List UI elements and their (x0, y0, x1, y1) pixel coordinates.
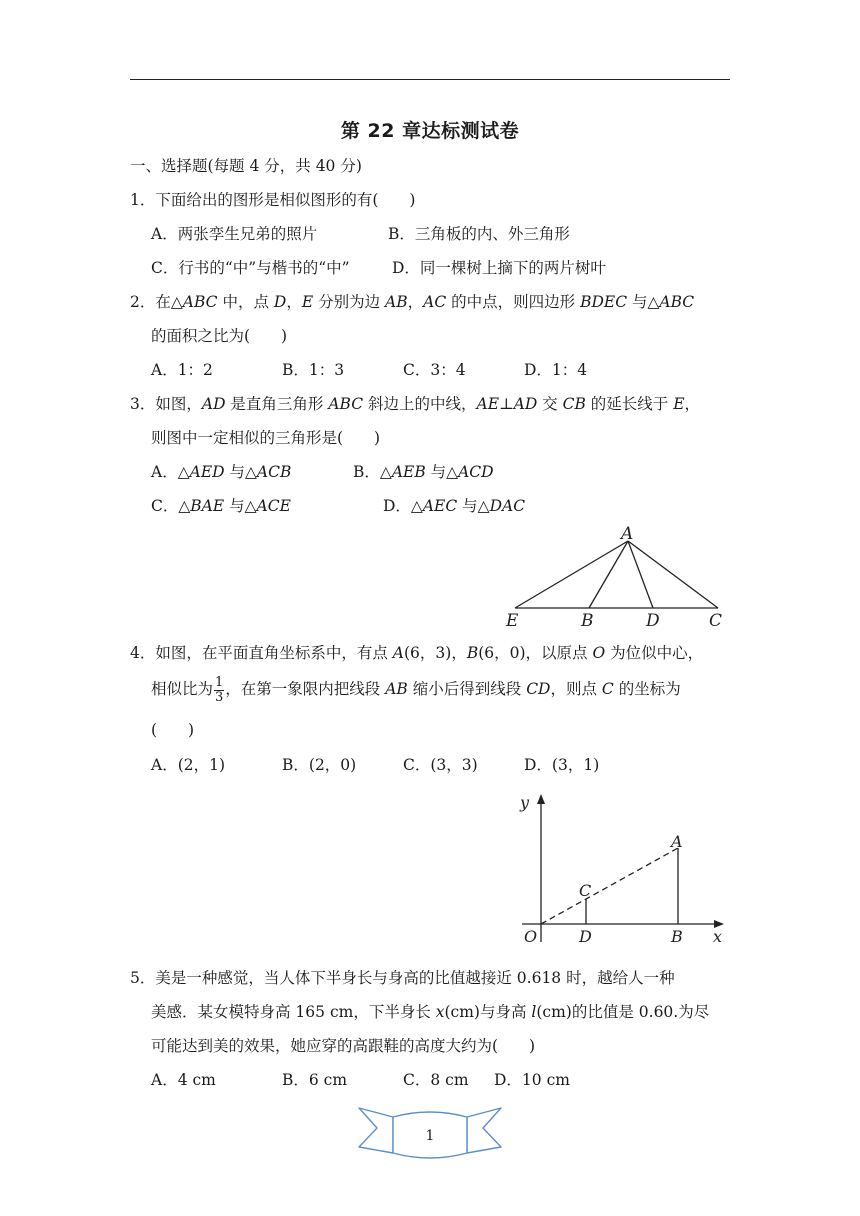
q3-label-a: A (621, 524, 634, 544)
q5-option-c: C．8 cm (403, 1071, 469, 1089)
q3-label-d: D (646, 611, 660, 630)
q1-option-a: A．两张孪生兄弟的照片 (151, 225, 318, 243)
point-a-label: A (671, 832, 683, 851)
q3-option-b: B．△AEB 与△ACD (353, 463, 494, 481)
q4-option-b: B．(2，0) (282, 756, 357, 774)
q2-option-b: B．1：3 (282, 361, 345, 379)
q1-option-d: D．同一棵树上摘下的两片树叶 (392, 259, 606, 277)
q5-stem-line2: 美感．某女模特身高 165 cm，下半身长 x(cm)与身高 l(cm)的比值是 0.60.为尽 (151, 1003, 710, 1021)
q4-option-a: A．(2，1) (151, 756, 226, 774)
q5-option-b: B．6 cm (282, 1071, 348, 1089)
point-b-label: B (671, 927, 683, 946)
q3-triangle-figure (500, 522, 736, 630)
axis-label-y: y (520, 793, 530, 812)
page-number: 1 (425, 1128, 435, 1144)
q1-option-b: B．三角板的内、外三角形 (388, 225, 570, 243)
q2-stem-line1: 2．在△ABC 中，点 D，E 分别为边 AB，AC 的中点，则四边形 BDEC 与△ABC (130, 293, 695, 311)
page-title: 第 22 章达标测试卷 (340, 120, 520, 142)
axis-label-x: x (713, 927, 723, 946)
q4-option-c: C．(3，3) (403, 756, 478, 774)
q1-stem: 1．下面给出的图形是相似图形的有( ) (130, 191, 416, 209)
q4-coordinate-figure (510, 790, 735, 950)
q3-option-a: A．△AED 与△ACB (151, 463, 292, 481)
origin-label: O (524, 927, 538, 946)
q4-stem-line3: ( ) (151, 721, 195, 739)
point-d-label: D (579, 927, 592, 946)
section-heading: 一、选择题(每题 4 分，共 40 分) (130, 157, 362, 175)
q4-stem-line2: 相似比为 $\frac{1}{3}$ ，在第一象限内把线段 AB 缩小后得到线段 CD，则点 C 的坐标为 (151, 674, 681, 705)
q4-stem-line1: 4．如图，在平面直角坐标系中，有点 A(6，3)，B(6，0)，以原点 O 为位似中心， (130, 644, 704, 662)
q5-option-a: A．4 cm (151, 1071, 216, 1089)
q3-stem-line1: 3．如图，AD 是直角三角形 ABC 斜边上的中线，AE⊥AD 交 CB 的延长线于 E， (130, 395, 701, 413)
q1-option-c: C．行书的“中”与楷书的“中” (151, 259, 350, 277)
q5-stem-line1: 5．美是一种感觉，当人体下半身长与身高的比值越接近 0.618 时，越给人一种 (130, 969, 675, 987)
q3-stem-line2: 则图中一定相似的三角形是( ) (151, 429, 381, 447)
q3-option-d: D．△AEC 与△DAC (383, 497, 526, 515)
header-rule (130, 79, 730, 80)
q4-option-d: D．(3，1) (524, 756, 600, 774)
q2-stem-line2: 的面积之比为( ) (151, 327, 288, 345)
q5-option-d: D．10 cm (494, 1071, 570, 1089)
y-axis-arrow-icon (537, 794, 545, 804)
q3-label-e: E (506, 611, 519, 630)
q5-stem-line3: 可能达到美的效果，她应穿的高跟鞋的高度大约为( ) (151, 1037, 536, 1055)
q2-option-d: D．1：4 (524, 361, 588, 379)
point-c-label: C (579, 881, 592, 900)
q3-label-b: B (581, 611, 594, 630)
q3-option-c: C．△BAE 与△ACE (151, 497, 291, 515)
q2-option-a: A．1：2 (151, 361, 213, 379)
q3-label-c: C (709, 611, 723, 630)
q2-option-c: C．3：4 (403, 361, 466, 379)
ratio-fraction: $\frac{1}{3}$ (215, 674, 224, 705)
